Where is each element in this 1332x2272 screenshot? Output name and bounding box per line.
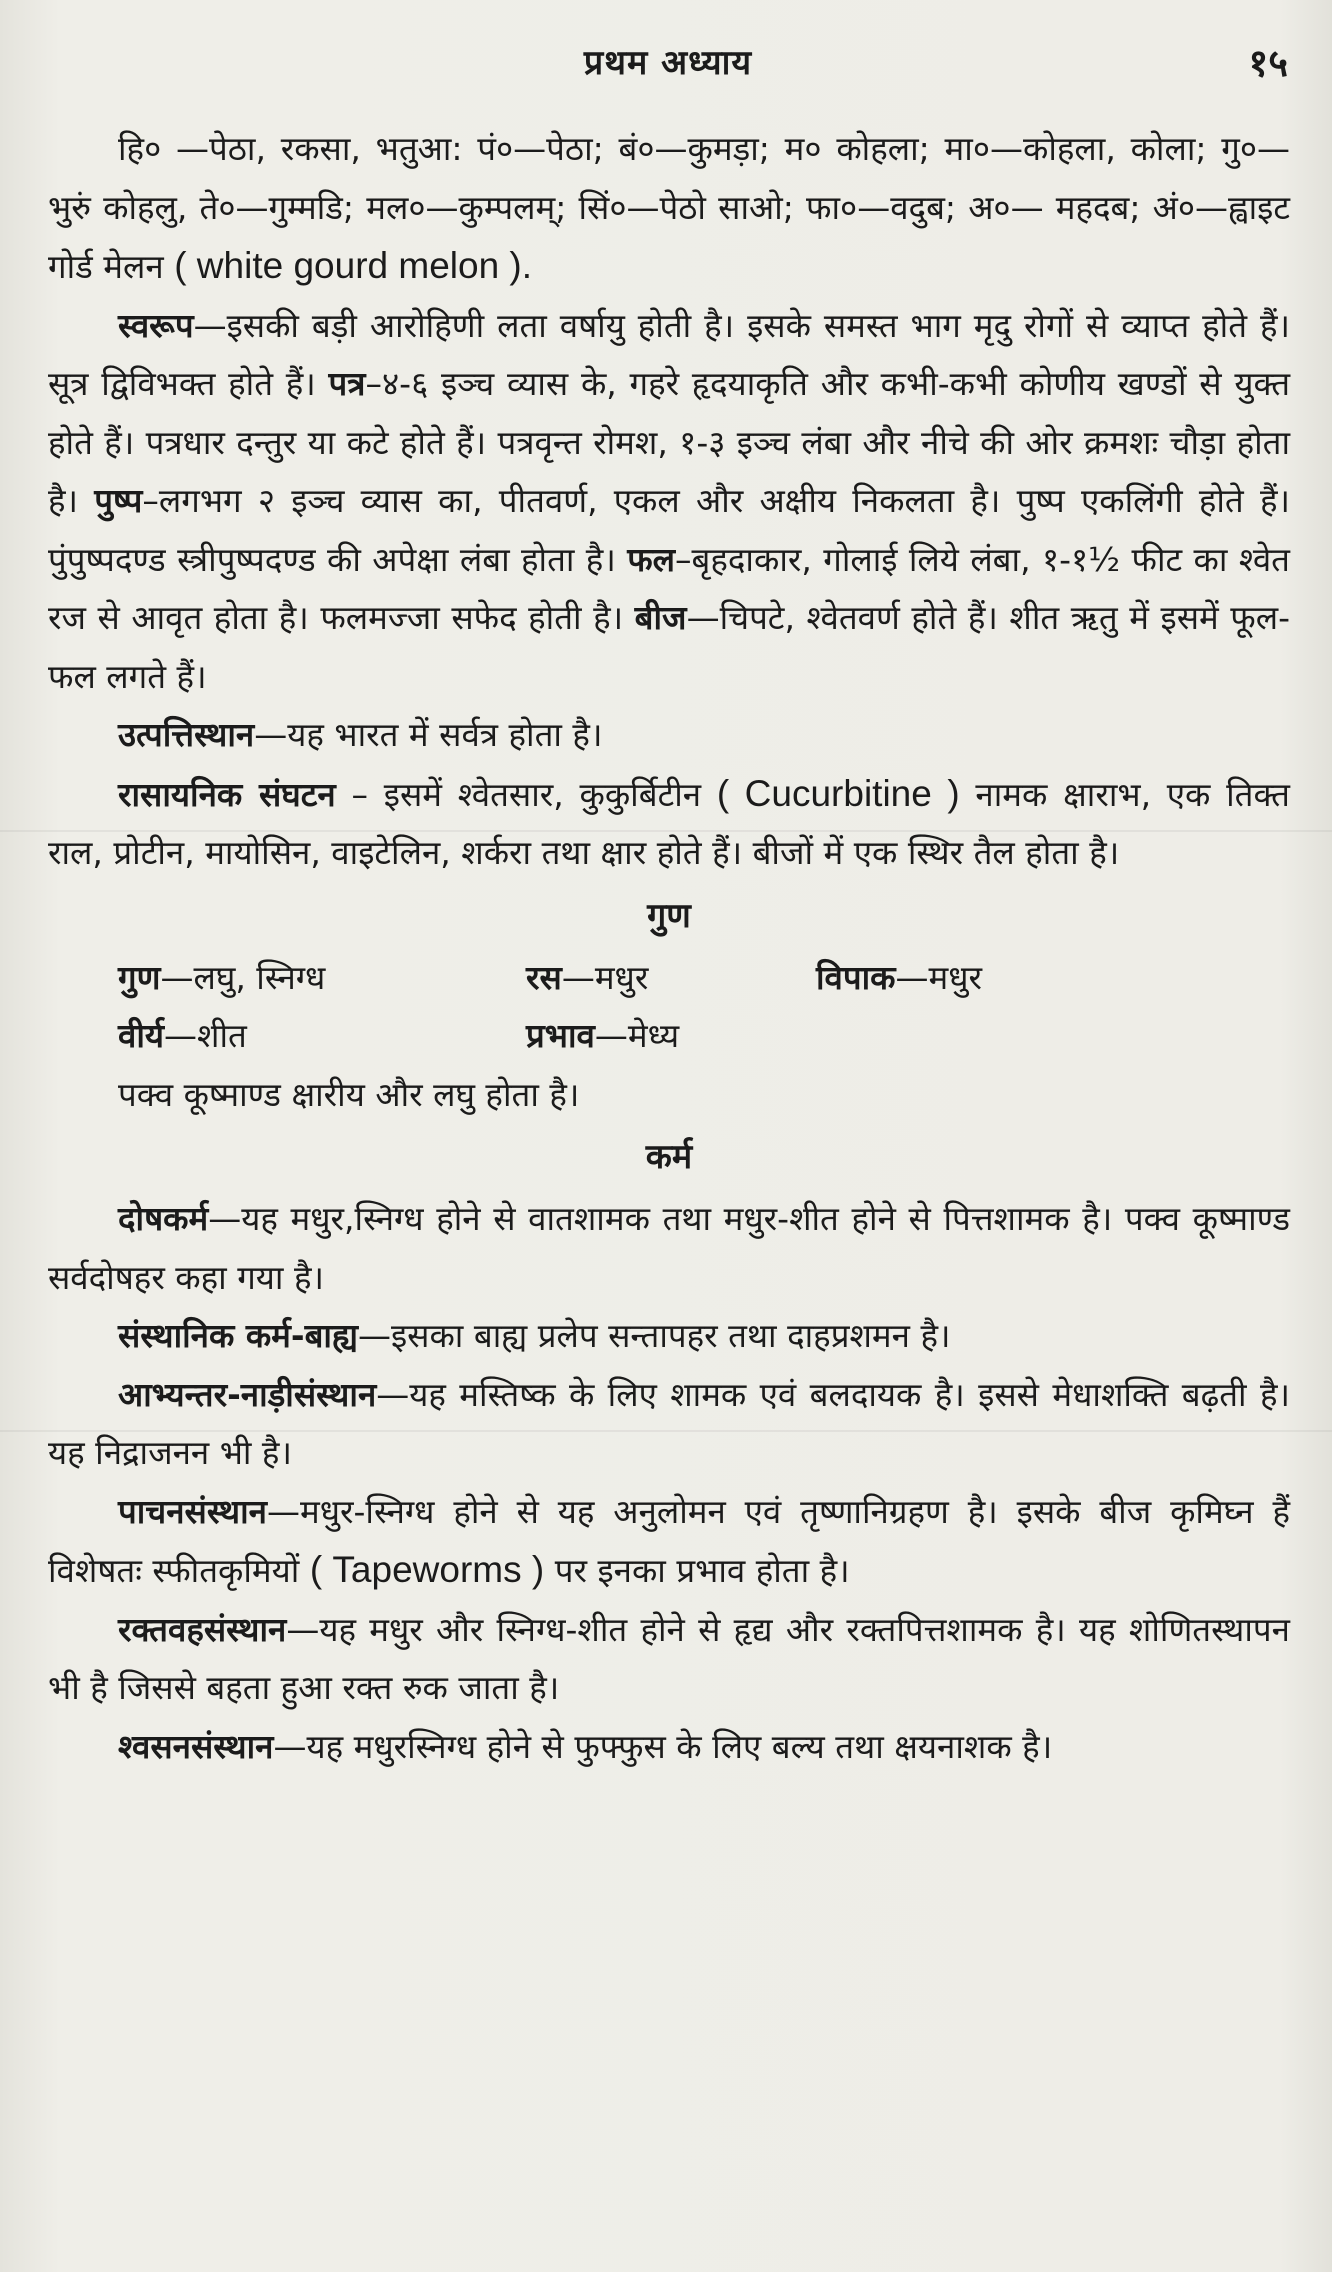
phal-label: फल — [627, 539, 676, 579]
rasa-label: रस — [526, 957, 562, 997]
pachan-text-2: पर इनका प्रभाव होता है। — [544, 1551, 850, 1590]
rasayanik-label: रासायनिक संघटन — [118, 774, 336, 814]
prabhav-label: प्रभाव — [526, 1016, 595, 1055]
sansthanik-label: संस्थानिक कर्म-बाह्य — [118, 1316, 358, 1355]
swaroop-text: —इसकी बड़ी आरोहिणी लता वर्षायु होती है। इसके समस्त भाग मृदु रोगों से व्याप्त होते हैं। सूत्र द्विविभक्त होते हैं। — [48, 305, 1290, 403]
vipak-value: —मधुर — [895, 957, 983, 997]
swaroop-label: स्वरूप — [118, 305, 194, 345]
synonyms-english: ( white gourd melon ). — [174, 245, 533, 286]
karma-heading: कर्म — [645, 1137, 693, 1177]
shwasan-paragraph — [48, 1718, 1290, 1777]
rakta-text: —यह मधुर और स्निग्ध-शीत होने से हृद्य और रक्तपित्तशामक है। यह शोणितस्थापन भी है जिससे बहता हुआ रक्त रुक जाता है। — [48, 1609, 1290, 1707]
nadi-text: —यह मस्तिष्क के लिए शामक एवं बलदायक है। इससे मेधाशक्ति बढ़ती है। यह निद्राजनन भी है। — [48, 1374, 1290, 1472]
pachan-label: पाचनसंस्थान — [118, 1491, 267, 1531]
dosh-paragraph — [48, 1190, 1290, 1307]
pushp-text: –लगभग २ इञ्च व्यास का, पीतवर्ण, एकल और अक्षीय निकलता है। पुष्प एकलिंगी होते हैं। पुंपुष्पदण्ड स्त्रीपुष्पदण्ड की अपेक्षा लंबा होता है। — [48, 481, 1290, 579]
pachan-english: ( Tapeworms ) — [309, 1549, 545, 1590]
vipak-cell — [816, 949, 982, 1008]
dosh-text: —यह मधुर,स्निग्ध होने से वातशामक तथा मधुर-शीत होने से पित्तशामक है। पक्व कूष्माण्ड सर्वदोषहर कहा गया है। — [48, 1199, 1290, 1297]
guna-label: गुण — [118, 957, 161, 997]
virya-cell — [118, 1007, 247, 1066]
rasa-value: —मधुर — [561, 957, 649, 997]
synonyms-text: हि० —पेठा, रकसा, भतुआ: पं०—पेठा; बं०—कुमड़ा; म० कोहला; मा०—कोहला, कोला; गु०—भुरुं कोहलु, ते०—गुम्मडि; मल०—कुम्पलम्; सिं०—पेठो साओ; फा०—वदुब; अ०— महदब; अं०—ह्वाइट गोर्ड मेलन — [48, 129, 1290, 286]
guna-row-2 — [48, 1007, 1290, 1066]
rasayanik-paragraph — [48, 765, 1290, 883]
beej-text: —चिपटे, श्वेतवर्ण होते हैं। शीत ऋतु में इसमें फूल-फल लगते हैं। — [48, 598, 1290, 696]
pushp-label: पुष्प — [94, 481, 143, 520]
rakta-paragraph — [48, 1601, 1290, 1718]
chapter-title: प्रथम अध्याय — [583, 43, 753, 83]
sansthanik-paragraph — [48, 1307, 1290, 1366]
prabhav-value: —मेध्य — [594, 1016, 680, 1055]
pachan-text: —मधुर-स्निग्ध होने से यह अनुलोमन एवं तृष्णानिग्रहण है। इसके बीज कृमिघ्न हैं विशेषतः स्फीतकृमियों — [48, 1491, 1290, 1590]
utpatti-text: —यह भारत में सर्वत्र होता है। — [254, 715, 603, 754]
guna-note: पक्व कूष्माण्ड क्षारीय और लघु होता है। — [118, 1074, 580, 1114]
guna-value: —लघु, स्निग्ध — [160, 957, 326, 997]
rasayanik-text: – इसमें श्वेतसार, कुकुर्बिटीन — [335, 774, 717, 814]
virya-value: —शीत — [164, 1016, 247, 1055]
rakta-label: रक्तवहसंस्थान — [118, 1609, 287, 1649]
synonyms-paragraph — [48, 120, 1290, 297]
rasa-cell — [526, 949, 648, 1008]
nadi-paragraph — [48, 1366, 1290, 1483]
rasayanik-text-2: नामक क्षाराभ, एक तिक्त राल, प्रोटीन, मायोसिन, वाइटेलिन, शर्करा तथा क्षार होते हैं। बीजों में एक स्थिर तैल होता है। — [48, 774, 1290, 872]
page-number: १५ — [1248, 41, 1288, 85]
nadi-label: आभ्यन्तर-नाड़ीसंस्थान — [118, 1374, 377, 1414]
vipak-label: विपाक — [816, 957, 896, 997]
shwasan-text: —यह मधुरस्निग्ध होने से फुफ्फुस के लिए बल्य तथा क्षयनाशक है। — [273, 1726, 1053, 1766]
dosh-label: दोषकर्म — [118, 1199, 209, 1238]
prabhav-cell — [526, 1007, 679, 1066]
sansthanik-text: —इसका बाह्य प्रलेप सन्तापहर तथा दाहप्रशमन है। — [357, 1316, 951, 1355]
patra-label: पत्र — [328, 364, 366, 403]
beej-label: बीज — [634, 598, 687, 637]
page-header — [48, 30, 1288, 94]
swaroop-paragraph — [48, 297, 1290, 707]
guna-cell — [118, 949, 325, 1008]
shwasan-label: श्वसनसंस्थान — [118, 1726, 274, 1766]
guna-row-1 — [48, 949, 1290, 1008]
page-body — [48, 120, 1290, 1776]
patra-text: –४-६ इञ्च व्यास के, गहरे हृदयाकृति और कभी-कभी कोणीय खण्डों से युक्त होते हैं। पत्रधार दन्तुर या कटे होते हैं। पत्रवृन्त रोमश, १-३ इञ्च लंबा और नीचे की ओर क्रमशः चौड़ा होता है। — [48, 364, 1291, 520]
utpatti-paragraph — [48, 706, 1290, 765]
pachan-paragraph — [48, 1483, 1290, 1601]
utpatti-label: उत्पत्तिस्थान — [118, 715, 255, 754]
guna-heading: गुण — [647, 895, 691, 936]
virya-label: वीर्य — [118, 1016, 165, 1055]
rasayanik-english: ( Cucurbitine ) — [716, 772, 960, 814]
phal-text: –बृहदाकार, गोलाई लिये लंबा, १-१½ फीट का श्वेत रज से आवृत होता है। फलमज्जा सफेद होती है। — [48, 539, 1290, 637]
